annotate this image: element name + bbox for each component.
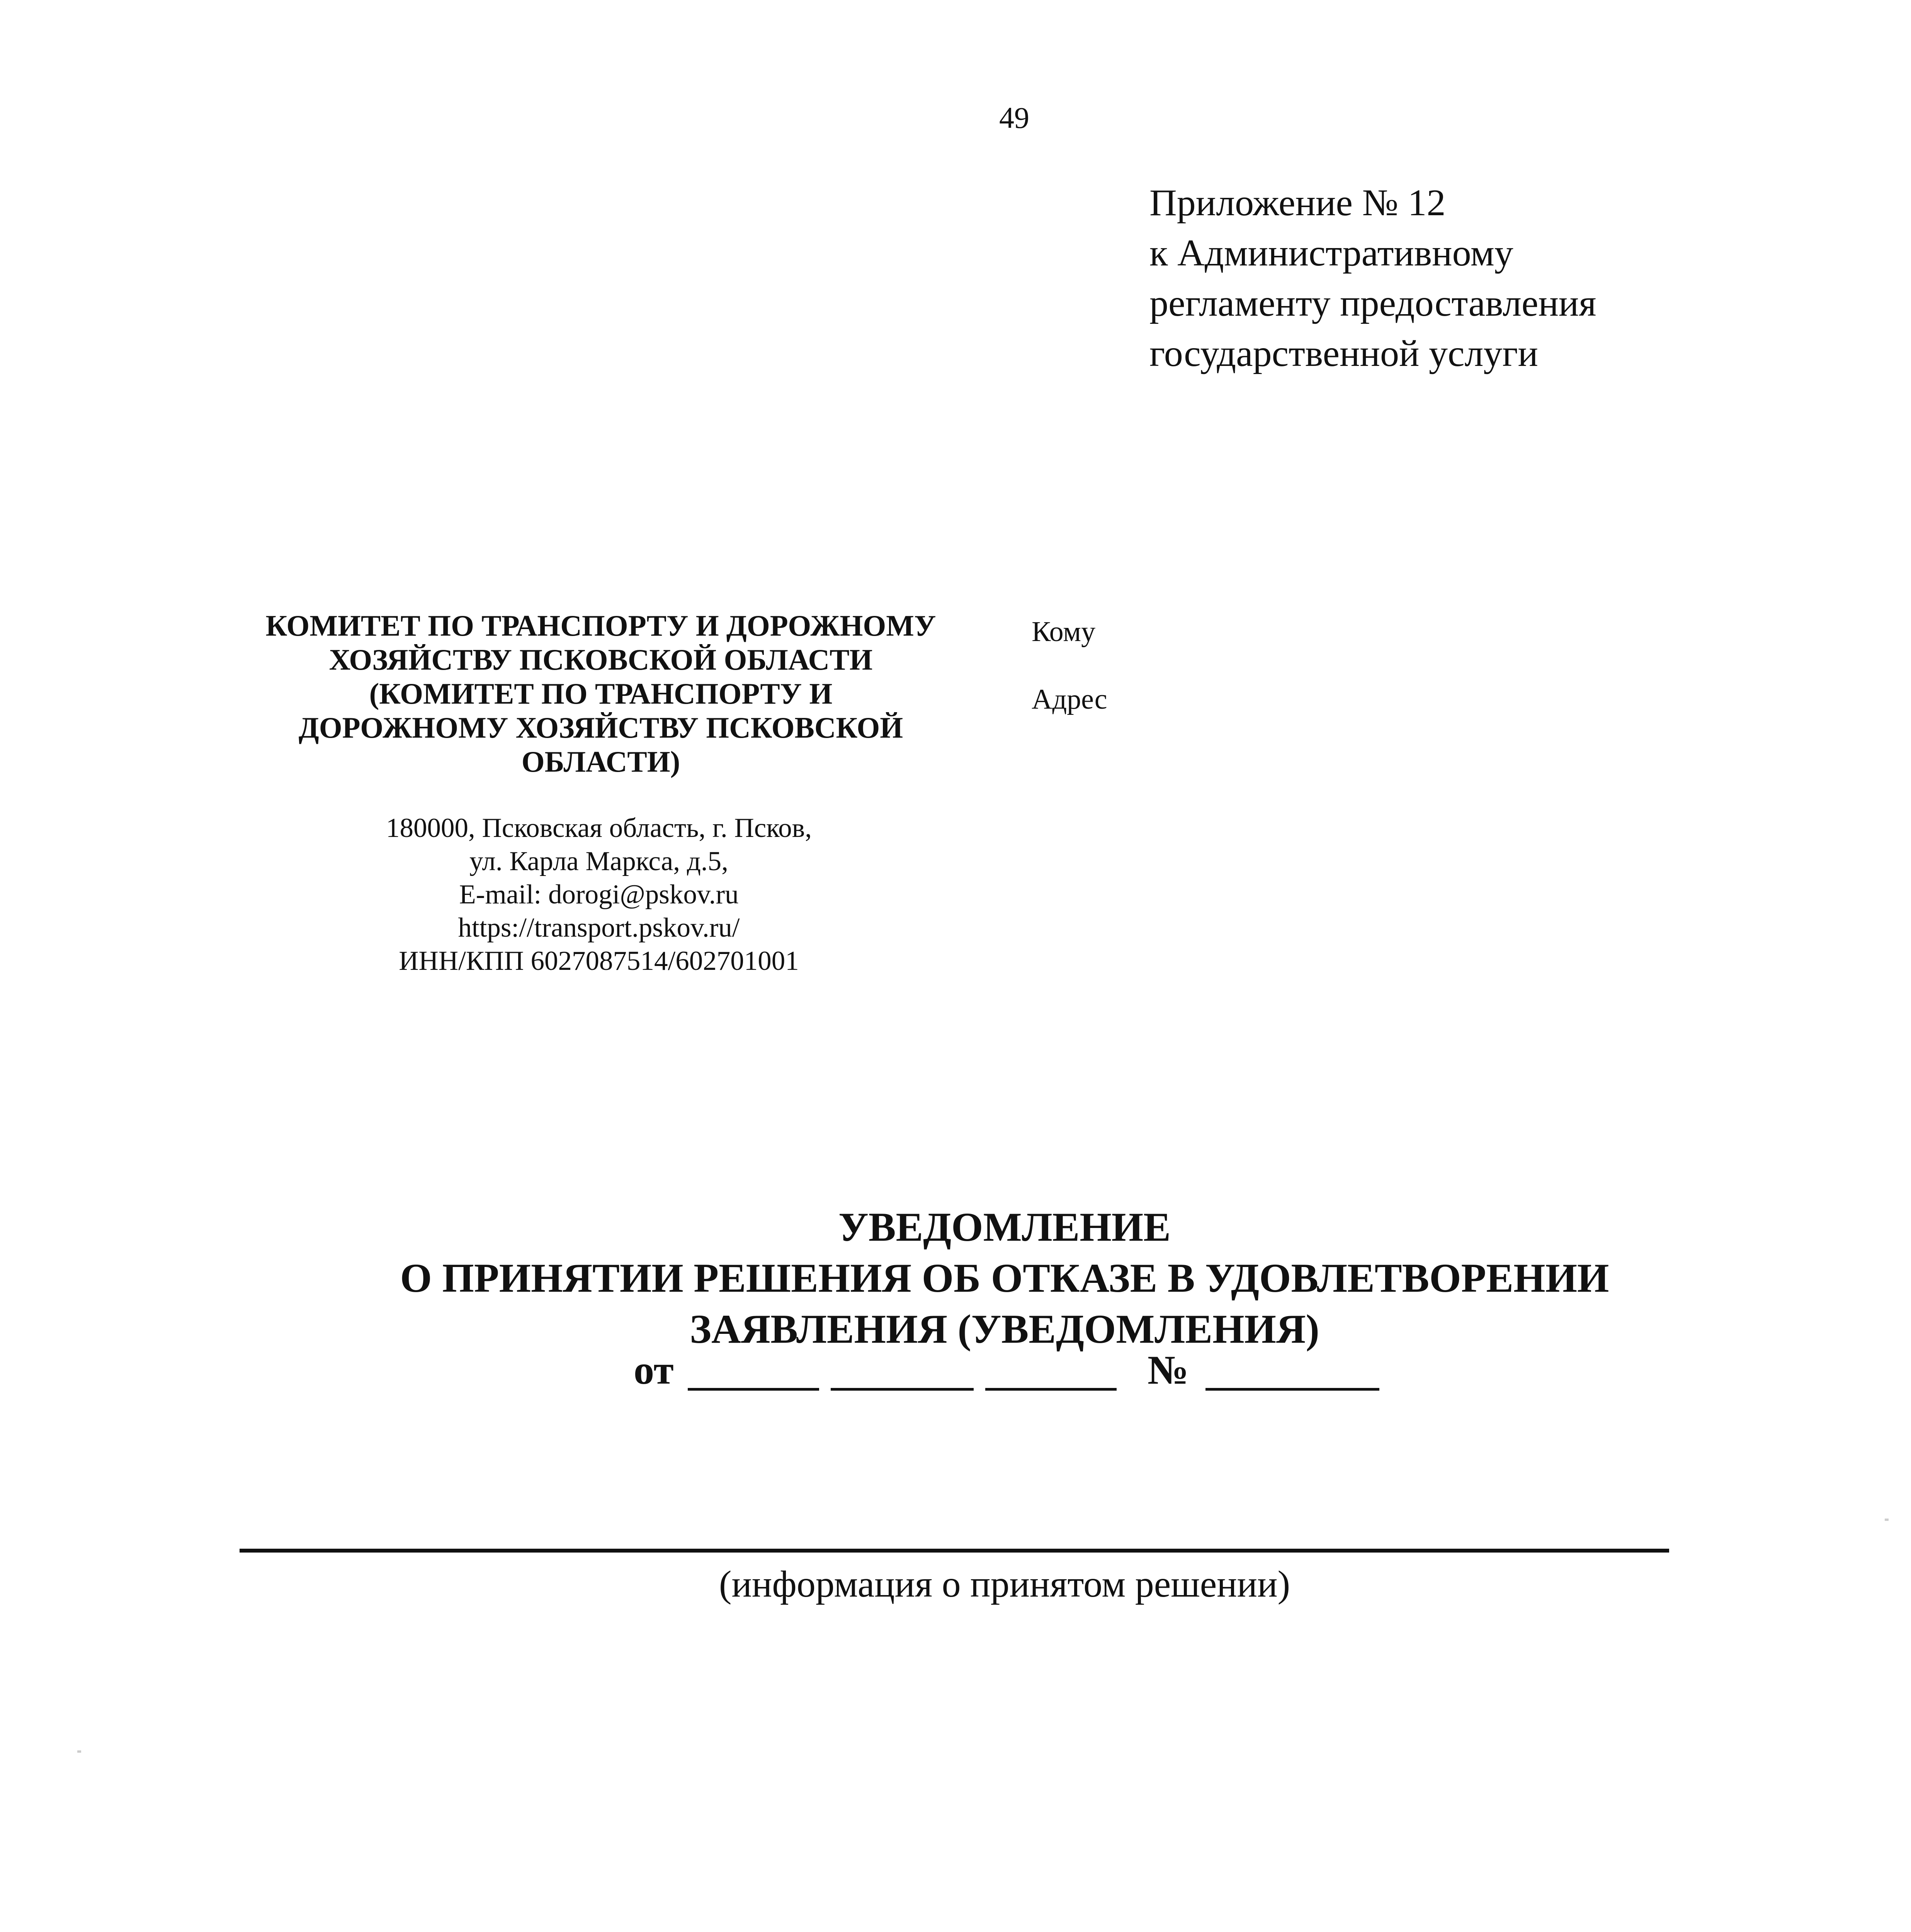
organization-name [240, 609, 962, 779]
notice-title [193, 1202, 1816, 1355]
organization-name-line: ДОРОЖНОМУ ХОЗЯЙСТВУ ПСКОВСКОЙ [298, 711, 903, 744]
decision-info-line [240, 1549, 1669, 1553]
scan-artifact [1885, 1519, 1889, 1521]
notice-title-line: О ПРИНЯТИИ РЕШЕНИЯ ОБ ОТКАЗЕ В УДОВЛЕТВОРЕНИИ [400, 1255, 1609, 1301]
organization-tax-ids: ИНН/КПП 6027087514/602701001 [399, 946, 799, 976]
organization-address [301, 811, 896, 978]
organization-name-line: ХОЗЯЙСТВУ ПСКОВСКОЙ ОБЛАСТИ [329, 643, 873, 676]
date-year-blank [985, 1388, 1117, 1391]
scan-artifact [77, 1750, 81, 1753]
number-blank [1205, 1388, 1379, 1391]
organization-name-line: КОМИТЕТ ПО ТРАНСПОРТУ И ДОРОЖНОМУ [265, 609, 936, 642]
date-month-blank [831, 1388, 974, 1391]
appendix-line-4: государственной услуги [1149, 333, 1538, 374]
number-prefix: № [1148, 1347, 1189, 1393]
organization-name-line: (КОМИТЕТ ПО ТРАНСПОРТУ И [369, 677, 833, 710]
notice-title-line: ЗАЯВЛЕНИЯ (УВЕДОМЛЕНИЯ) [690, 1306, 1319, 1352]
organization-email: E-mail: dorogi@pskov.ru [459, 879, 739, 910]
notice-date-number-row [634, 1345, 1406, 1399]
date-day-blank [688, 1388, 819, 1391]
date-prefix: от [634, 1347, 674, 1393]
organization-street-address: ул. Карла Маркса, д.5, [469, 846, 728, 876]
appendix-line-2: к Административному [1149, 232, 1513, 274]
decision-info-caption: (информация о принятом решении) [719, 1563, 1290, 1605]
recipient-to-label: Кому [1032, 616, 1096, 648]
appendix-reference [1149, 178, 1826, 379]
notice-title-line: УВЕДОМЛЕНИЕ [838, 1204, 1171, 1250]
organization-name-line: ОБЛАСТИ) [521, 745, 680, 778]
appendix-line-3: регламенту предоставления [1149, 282, 1596, 324]
recipient-address-label: Адрес [1032, 684, 1107, 715]
organization-postal-address: 180000, Псковская область, г. Псков, [386, 813, 812, 843]
organization-website: https://transport.pskov.ru/ [458, 913, 740, 943]
appendix-line-1: Приложение № 12 [1149, 182, 1446, 224]
page-number: 49 [999, 101, 1029, 134]
